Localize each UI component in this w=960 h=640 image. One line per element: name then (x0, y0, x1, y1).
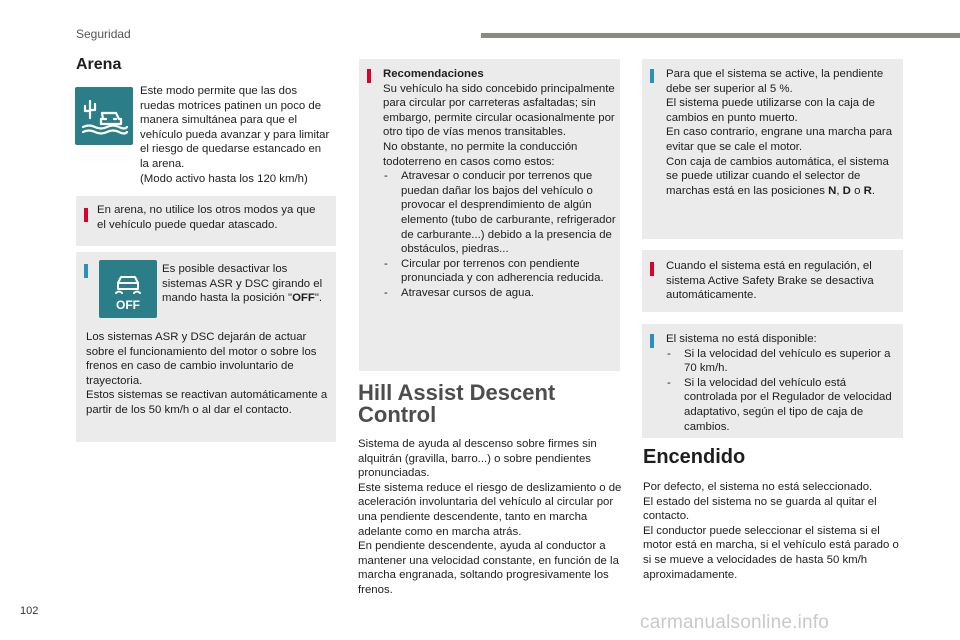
recommendations-box (359, 59, 620, 371)
unavailable-info-box (642, 324, 903, 438)
arena-warning-text: En arena, no utilice los otros modos ya que el vehículo puede quedar atascado. (97, 204, 316, 231)
header-divider (481, 33, 960, 38)
regulation-warning-text: Cuando el sistema está en regulación, el sistema Active Safety Brake se desactiva automáticamente. (666, 260, 874, 302)
recommendations-list (383, 169, 616, 300)
warning-icon (367, 69, 371, 83)
hill-assist-para-1: Sistema de ayuda al descenso sobre firmes sin alquitrán (gravilla, barro...) o sobre pendientes pronunciadas. (358, 438, 597, 480)
arena-warning-box (76, 196, 336, 246)
activation-info-box (642, 59, 903, 239)
recommendations-content (383, 67, 616, 301)
activation-para-4: Con caja de cambios automática, el sistema se puede utilizar cuando el selector de marchas está en las posiciones N, D o R. (666, 155, 889, 197)
encendido-body (643, 480, 905, 582)
info-icon (650, 69, 654, 83)
asr-deactivate-text: Es posible desactivar los sistemas ASR y DSC girando el mando hasta la posición "OFF". (162, 263, 323, 305)
encendido-para-3: El conductor puede seleccionar el sistema si el motor está en marcha, si el vehículo está parado o si se mueve a velocidades de hasta 50 km/h aproximadamente. (643, 524, 899, 581)
recommendations-para-1: Su vehículo ha sido concebido principalmente para circular por carreteras asfaltadas; sin embargo, permite circular ocasionalmente por otro tipo de vías menos transitables. (383, 82, 615, 139)
warning-icon (650, 262, 654, 276)
list-item: - Si la velocidad del vehículo está controlada por el Regulador de velocidad adaptativo, según el tipo de caja de cambios. (666, 376, 900, 434)
info-icon (650, 334, 654, 348)
recommendations-title: Recomendaciones (383, 68, 484, 80)
section-label: Seguridad (76, 27, 131, 41)
dsc-off-label: OFF (116, 298, 140, 312)
activation-para-3: En caso contrario, engrane una marcha para evitar que se cale el motor. (666, 126, 893, 153)
sand-mode-icon (75, 87, 133, 145)
list-item: - Circular por terrenos con pendiente pronunciada y con adherencia reducida. (383, 257, 616, 286)
page-number: 102 (20, 605, 39, 617)
encendido-para-2: El estado del sistema no se guarda al quitar el contacto. (643, 495, 877, 523)
activation-para-2: El sistema puede utilizarse con la caja de cambios en punto muerto. (666, 97, 875, 124)
arena-title: Arena (76, 56, 122, 73)
list-item: - Atravesar cursos de agua. (383, 286, 616, 301)
hill-assist-title: Hill Assist Descent Control (358, 380, 556, 427)
list-item: - Si la velocidad del vehículo es superior a 70 km/h. (666, 347, 900, 376)
asr-para-3: Estos sistemas se reactivan automáticamente a partir de los 50 km/h o al dar el contacto. (86, 389, 328, 416)
recommendations-para-2: No obstante, no permite la conducción todoterreno en casos como estos: (383, 140, 578, 168)
unavailable-content (666, 332, 900, 434)
arena-description-block (140, 84, 330, 186)
asr-para-2: Los sistemas ASR y DSC dejarán de actuar sobre el funcionamiento del motor o sobre los frenos en caso de cambio involuntario de trayectoria. (86, 331, 317, 387)
regulation-warning-box (642, 250, 903, 312)
asr-info-box (76, 252, 336, 442)
activation-para-1: Para que el sistema se active, la pendiente debe ser superior al 5 %. (666, 68, 884, 95)
asr-details (86, 330, 334, 418)
encendido-para-1: Por defecto, el sistema no está seleccionado. (643, 481, 873, 493)
unavailable-list (666, 347, 900, 435)
unavailable-intro: El sistema no está disponible: (666, 333, 817, 345)
activation-content (666, 67, 898, 198)
arena-description: Este modo permite que las dos ruedas motrices patinen un poco de manera simultánea para que el vehículo pueda avanzar y para limitar el riesgo de quedarse estancado en la arena. (140, 85, 330, 170)
hill-assist-body (358, 437, 622, 598)
info-icon (84, 264, 88, 278)
dsc-off-icon (99, 260, 157, 318)
list-item: - Atravesar o conducir por terrenos que puedan dañar los bajos del vehículo o provocar el desprendimiento de algún elemento (tubo de carburante, refrigerador de carburante...) debido a la presencia de obstáculos, piedras... (383, 169, 616, 257)
encendido-title: Encendido (643, 446, 746, 468)
hill-assist-para-3: En pendiente descendente, ayuda al conductor a mantener una velocidad constante, en función de la marcha engranada, soltando progresivamente los frenos. (358, 540, 619, 596)
arena-speed-note: (Modo activo hasta los 120 km/h) (140, 172, 308, 185)
warning-icon (84, 208, 88, 222)
watermark: carmanualsonline.info (640, 612, 830, 633)
hill-assist-para-2: Este sistema reduce el riesgo de deslizamiento o de aceleración involuntaria del vehículo al circular por una pendiente descendente, tanto en marcha adelante como en marcha atrás. (358, 481, 622, 538)
